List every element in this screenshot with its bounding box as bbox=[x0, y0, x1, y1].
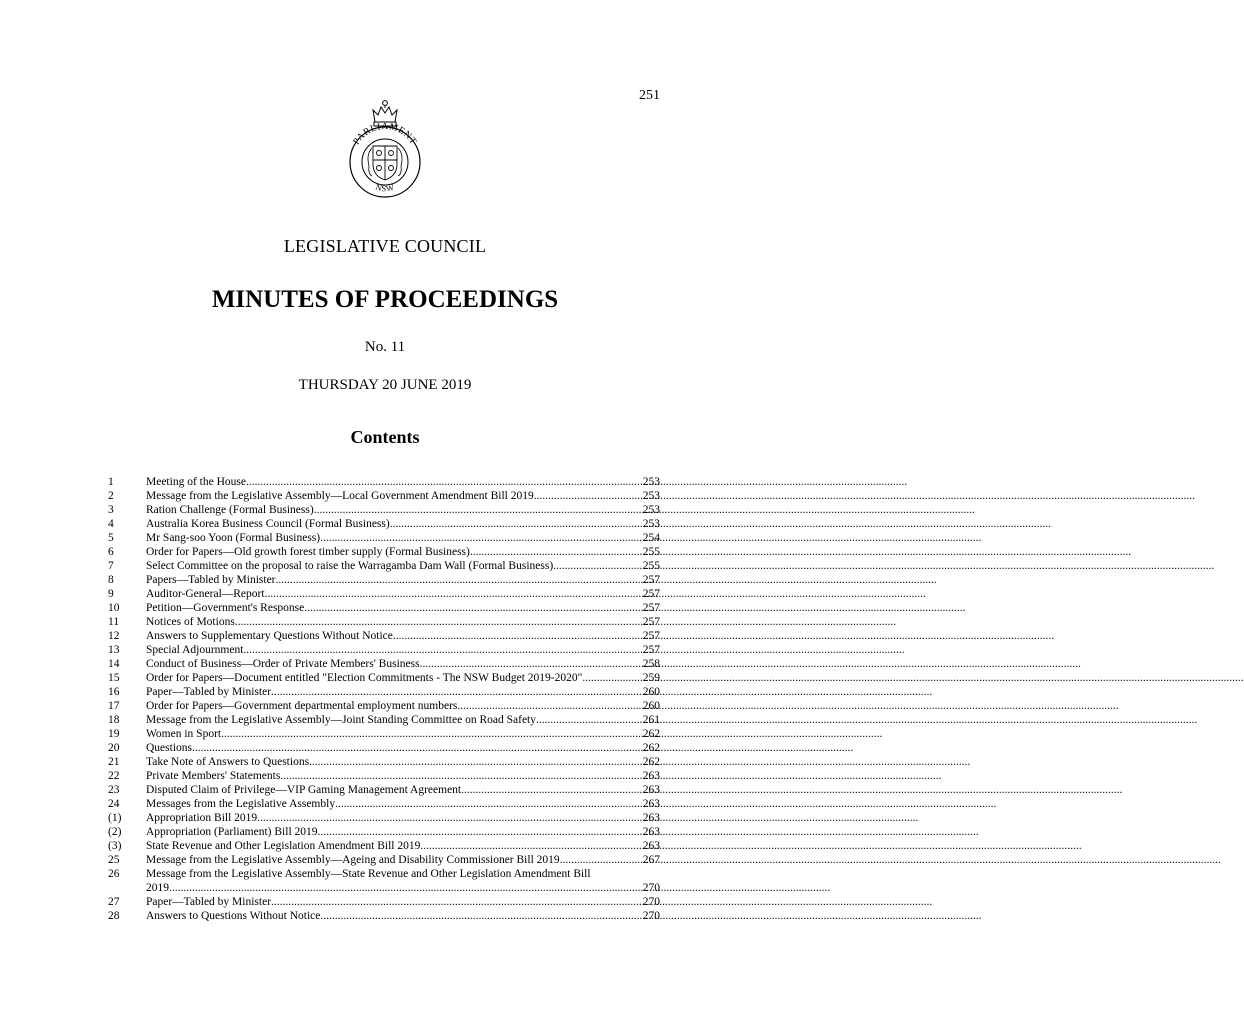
toc-item-title: Answers to Questions Without Notice bbox=[146, 910, 321, 922]
toc-item-number: 20 bbox=[108, 742, 120, 754]
toc-item-number: 14 bbox=[108, 658, 120, 670]
toc-item-number: 24 bbox=[108, 798, 120, 810]
toc-leader bbox=[192, 741, 641, 755]
toc-row[interactable] bbox=[108, 867, 660, 895]
toc-row[interactable] bbox=[108, 475, 660, 489]
toc-item-title: Appropriation Bill 2019 bbox=[146, 812, 258, 824]
toc-leader bbox=[536, 713, 641, 727]
toc-leader bbox=[309, 755, 641, 769]
toc-item-number: 5 bbox=[108, 532, 114, 544]
toc-row[interactable] bbox=[108, 545, 660, 559]
toc-leader bbox=[314, 503, 641, 517]
toc-row[interactable] bbox=[108, 489, 660, 503]
toc-item-title: Disputed Claim of Privilege—VIP Gaming Management Agreement bbox=[146, 784, 462, 796]
toc-item-title: Meeting of the House bbox=[146, 476, 246, 488]
toc-leader bbox=[390, 517, 641, 531]
toc-row[interactable] bbox=[108, 783, 660, 797]
toc-item-number: 12 bbox=[108, 630, 120, 642]
toc-item-title: State Revenue and Other Legislation Amendment Bill 2019 bbox=[146, 840, 421, 852]
toc-row[interactable] bbox=[108, 517, 660, 531]
toc-row[interactable] bbox=[108, 909, 660, 923]
toc-item-number: 11 bbox=[108, 616, 120, 628]
toc-item-number: (2) bbox=[108, 826, 122, 838]
toc-item-number: 6 bbox=[108, 546, 114, 558]
toc-row[interactable] bbox=[108, 657, 660, 671]
toc-item-title: Special Adjournment bbox=[146, 644, 244, 656]
toc-item-title: Order for Papers—Government departmental employment numbers bbox=[146, 700, 458, 712]
toc-item-title: Answers to Supplementary Questions Without Notice bbox=[146, 630, 393, 642]
toc-item-title: Message from the Legislative Assembly—Ageing and Disability Commissioner Bill 2019 bbox=[146, 854, 560, 866]
toc-item-title: Mr Sang-soo Yoon (Formal Business) bbox=[146, 532, 321, 544]
toc-item-title: Message from the Legislative Assembly—Local Government Amendment Bill 2019 bbox=[146, 490, 534, 502]
toc-item-number: 9 bbox=[108, 588, 114, 600]
toc-item-number: 8 bbox=[108, 574, 114, 586]
toc-item-page: 254 bbox=[642, 532, 660, 544]
toc-item-page: 263 bbox=[642, 770, 660, 782]
toc-leader bbox=[235, 615, 641, 629]
toc-row[interactable] bbox=[108, 615, 660, 629]
toc-item-number: 1 bbox=[108, 476, 114, 488]
toc-leader bbox=[271, 685, 641, 699]
toc-item-page: 262 bbox=[642, 756, 660, 768]
toc-item-title-continued: 2019 bbox=[146, 882, 169, 894]
toc-item-number: 7 bbox=[108, 560, 114, 572]
toc-leader bbox=[271, 895, 641, 909]
toc-item-title: Women in Sport bbox=[146, 728, 222, 740]
toc-item-number: 22 bbox=[108, 770, 120, 782]
toc-item-title: Take Note of Answers to Questions bbox=[146, 756, 310, 768]
toc-leader bbox=[393, 629, 641, 643]
toc-item-title: Auditor-General—Report bbox=[146, 588, 265, 600]
seal-top-text: PARLIAMENT bbox=[351, 121, 419, 147]
toc-item-number: 16 bbox=[108, 686, 120, 698]
toc-row[interactable] bbox=[108, 587, 660, 601]
toc-row[interactable] bbox=[108, 685, 660, 699]
toc-item-title: Questions bbox=[146, 742, 192, 754]
toc-row[interactable] bbox=[108, 629, 660, 643]
toc-item-page: 260 bbox=[642, 686, 660, 698]
toc-item-page: 270 bbox=[642, 882, 660, 894]
toc-leader bbox=[169, 881, 641, 895]
toc-leader bbox=[246, 475, 641, 489]
toc-item-page: 259 bbox=[642, 672, 660, 684]
toc-leader bbox=[420, 657, 641, 671]
toc-item-title: Paper—Tabled by Minister bbox=[146, 686, 272, 698]
toc-leader bbox=[420, 839, 640, 853]
toc-item-number: (3) bbox=[108, 840, 122, 852]
toc-row[interactable] bbox=[108, 769, 660, 783]
toc-leader bbox=[461, 783, 641, 797]
toc-item-page: 253 bbox=[642, 476, 660, 488]
toc-row[interactable] bbox=[108, 853, 660, 867]
toc-leader bbox=[221, 727, 641, 741]
toc-leader bbox=[304, 601, 640, 615]
toc-item-page: 262 bbox=[642, 728, 660, 740]
toc-row[interactable] bbox=[108, 671, 660, 685]
toc-row[interactable] bbox=[108, 699, 660, 713]
toc-item-page: 257 bbox=[642, 630, 660, 642]
toc-item-title: Order for Papers—Document entitled "Election Commitments - The NSW Budget 2019-2020" bbox=[146, 672, 583, 684]
toc-row[interactable] bbox=[108, 797, 660, 811]
svg-text:PARLIAMENT bbox=[352, 122, 418, 147]
toc-row[interactable] bbox=[108, 573, 660, 587]
table-of-contents bbox=[108, 475, 660, 923]
toc-leader bbox=[265, 587, 641, 601]
toc-leader bbox=[582, 671, 640, 685]
toc-row[interactable] bbox=[108, 895, 660, 909]
toc-item-number: 25 bbox=[108, 854, 120, 866]
toc-item-title: Message from the Legislative Assembly—State Revenue and Other Legislation Amendment Bill bbox=[146, 868, 591, 880]
toc-item-title: Australia Korea Business Council (Formal Business) bbox=[146, 518, 390, 530]
toc-item-page: 255 bbox=[642, 560, 660, 572]
toc-item-number: 21 bbox=[108, 756, 120, 768]
toc-item-page: 263 bbox=[642, 840, 660, 852]
toc-item-number: 2 bbox=[108, 490, 114, 502]
toc-item-title: Appropriation (Parliament) Bill 2019 bbox=[146, 826, 318, 838]
toc-item-title: Notices of Motions bbox=[146, 616, 235, 628]
toc-leader bbox=[243, 643, 640, 657]
toc-leader bbox=[318, 825, 641, 839]
document-title: MINUTES OF PROCEEDINGS bbox=[211, 286, 559, 313]
toc-item-page: 267 bbox=[642, 854, 660, 866]
toc-item-page: 270 bbox=[642, 910, 660, 922]
toc-row[interactable] bbox=[108, 713, 660, 727]
toc-item-number: 10 bbox=[108, 602, 120, 614]
toc-leader bbox=[560, 853, 641, 867]
issue-number: No. 11 bbox=[364, 339, 406, 355]
toc-item-title: Select Committee on the proposal to raise the Warragamba Dam Wall (Formal Business) bbox=[146, 560, 554, 572]
toc-row[interactable] bbox=[108, 755, 660, 769]
toc-item-page: 260 bbox=[642, 700, 660, 712]
toc-item-number: 3 bbox=[108, 504, 114, 516]
toc-item-page: 257 bbox=[642, 602, 660, 614]
toc-item-page: 253 bbox=[642, 490, 660, 502]
toc-item-title: Message from the Legislative Assembly—Joint Standing Committee on Road Safety bbox=[146, 714, 536, 726]
toc-item-number: 26 bbox=[108, 868, 120, 880]
toc-item-number: 15 bbox=[108, 672, 120, 684]
toc-item-page: 263 bbox=[642, 798, 660, 810]
toc-row[interactable] bbox=[108, 643, 660, 657]
toc-item-page: 262 bbox=[642, 742, 660, 754]
toc-item-page: 257 bbox=[642, 644, 660, 656]
toc-item-number: 23 bbox=[108, 784, 120, 796]
toc-item-page: 270 bbox=[642, 896, 660, 908]
toc-item-number: 19 bbox=[108, 728, 120, 740]
seal-bottom-text: NSW bbox=[374, 181, 396, 194]
toc-item-page: 253 bbox=[642, 518, 660, 530]
toc-row[interactable] bbox=[108, 825, 660, 839]
toc-item-page: 263 bbox=[642, 826, 660, 838]
toc-item-title: Paper—Tabled by Minister bbox=[146, 896, 272, 908]
toc-leader bbox=[320, 909, 640, 923]
toc-row[interactable] bbox=[108, 601, 660, 615]
toc-row[interactable] bbox=[108, 727, 660, 741]
toc-item-title: Petition—Government's Response bbox=[146, 602, 305, 614]
toc-leader bbox=[320, 531, 641, 545]
toc-item-page: 261 bbox=[642, 714, 660, 726]
toc-item-title: Private Members' Statements bbox=[146, 770, 281, 782]
toc-item-title: Messages from the Legislative Assembly bbox=[146, 798, 336, 810]
toc-item-number: 18 bbox=[108, 714, 120, 726]
toc-item-number: (1) bbox=[108, 812, 122, 824]
toc-leader bbox=[335, 797, 641, 811]
toc-leader bbox=[457, 699, 640, 713]
toc-item-page: 263 bbox=[642, 812, 660, 824]
toc-item-title: Ration Challenge (Formal Business) bbox=[146, 504, 314, 516]
toc-item-title: Papers—Tabled by Minister bbox=[146, 574, 276, 586]
toc-item-number: 4 bbox=[108, 518, 114, 530]
toc-item-page: 258 bbox=[642, 658, 660, 670]
toc-row[interactable] bbox=[108, 839, 660, 853]
sitting-date: THURSDAY 20 JUNE 2019 bbox=[298, 377, 472, 393]
toc-item-number: 28 bbox=[108, 910, 120, 922]
toc-row[interactable] bbox=[108, 741, 660, 755]
contents-heading: Contents bbox=[350, 427, 420, 447]
toc-item-page: 263 bbox=[642, 784, 660, 796]
toc-row[interactable] bbox=[108, 531, 660, 545]
toc-item-number: 27 bbox=[108, 896, 120, 908]
toc-item-page: 257 bbox=[642, 616, 660, 628]
chamber-name: LEGISLATIVE COUNCIL bbox=[283, 236, 487, 256]
toc-item-title: Order for Papers—Old growth forest timber supply (Formal Business) bbox=[146, 546, 470, 558]
page-number: 251 bbox=[639, 88, 660, 103]
toc-item-number: 17 bbox=[108, 700, 120, 712]
toc-item-page: 253 bbox=[642, 504, 660, 516]
toc-item-page: 257 bbox=[642, 574, 660, 586]
parliament-nsw-seal-icon bbox=[342, 96, 428, 200]
toc-item-number: 13 bbox=[108, 644, 120, 656]
toc-leader bbox=[534, 489, 641, 503]
toc-item-page: 255 bbox=[642, 546, 660, 558]
svg-text:NSW bbox=[374, 182, 395, 194]
toc-row[interactable] bbox=[108, 559, 660, 573]
toc-leader bbox=[257, 811, 641, 825]
toc-leader bbox=[280, 769, 640, 783]
toc-row[interactable] bbox=[108, 811, 660, 825]
toc-leader bbox=[470, 545, 641, 559]
toc-leader bbox=[553, 559, 641, 573]
toc-item-title: Conduct of Business—Order of Private Members' Business bbox=[146, 658, 420, 670]
toc-row[interactable] bbox=[108, 503, 660, 517]
toc-item-page: 257 bbox=[642, 588, 660, 600]
toc-leader bbox=[276, 573, 641, 587]
